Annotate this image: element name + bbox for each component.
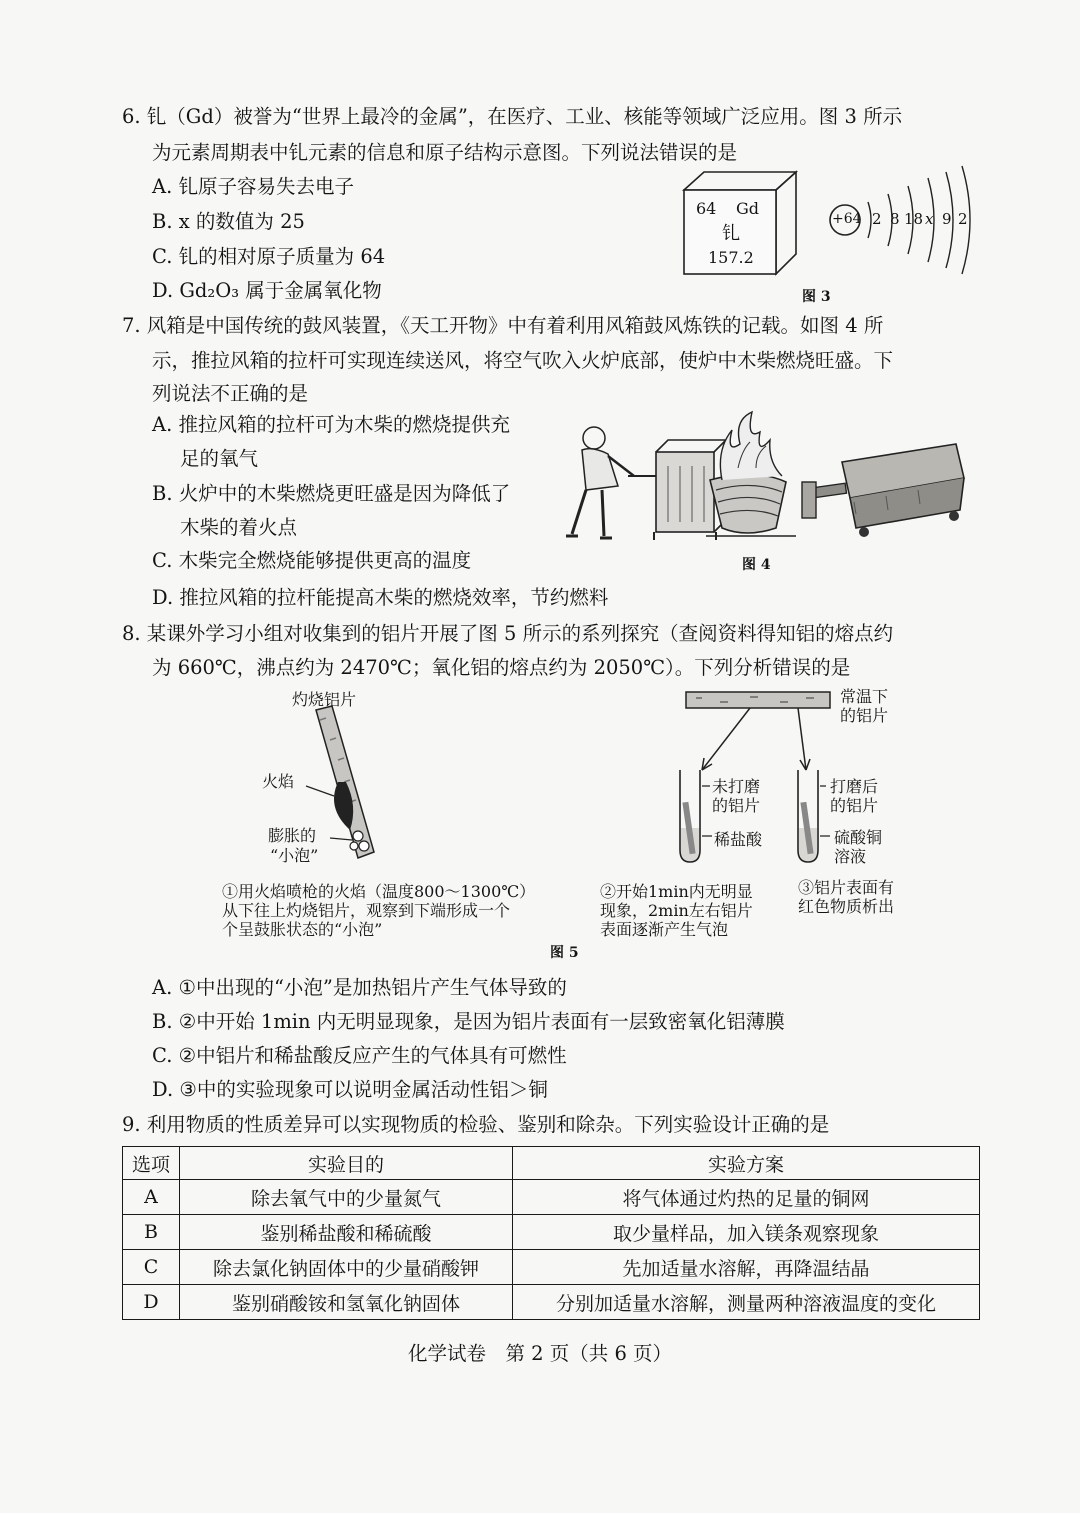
unpolished-label-1: 未打磨 <box>712 777 761 796</box>
q8-stem-line1: 8. 某课外学习小组对收集到的铝片开展了图 5 所示的系列探究（查阅资料得知铝的熔点约 <box>122 622 894 645</box>
q7-option-c: C. 木柴完全燃烧能够提供更高的温度 <box>152 549 472 572</box>
row-a-plan: 将气体通过灼热的足量的铜网 <box>513 1180 980 1215</box>
header-purpose: 实验目的 <box>180 1147 513 1180</box>
q8-stem-line2: 为 660℃，沸点约为 2470℃；氧化铝的熔点约为 2050℃）。下列分析错误的是 <box>152 656 851 679</box>
q6-option-c: C. 钆的相对原子质量为 64 <box>152 245 386 268</box>
shell-6: 2 <box>958 210 968 228</box>
q7-option-a-cont: 足的氧气 <box>180 447 259 470</box>
row-b-plan: 取少量样品，加入镁条观察现象 <box>513 1215 980 1250</box>
shell-4: x <box>925 210 934 228</box>
polished-label-1: 打磨后 <box>830 777 879 796</box>
caption-1-line1: ①用火焰喷枪的火焰（温度800～1300℃） <box>222 882 536 901</box>
shell-1: 2 <box>872 210 882 228</box>
figure-3-label: 图 3 <box>802 289 831 305</box>
flame-label: 火焰 <box>262 772 295 791</box>
element-name: 钆 <box>722 223 740 244</box>
q6-option-d: D. Gd₂O₃ 属于金属氧化物 <box>152 279 382 302</box>
q6-stem-line2: 为元素周期表中钆元素的信息和原子结构示意图。下列说法错误的是 <box>152 141 738 164</box>
figure-5-label: 图 5 <box>550 945 579 961</box>
row-a-option: A <box>123 1180 180 1215</box>
atomic-number: 64 <box>696 199 717 218</box>
q7-option-d: D. 推拉风箱的拉杆能提高木柴的燃烧效率，节约燃料 <box>152 586 609 609</box>
q6-option-b: B. x 的数值为 25 <box>152 210 305 233</box>
bubble-label-1: 膨胀的 <box>268 826 317 845</box>
bellows-illustration <box>556 410 976 550</box>
q6-option-a: A. 钆原子容易失去电子 <box>152 175 354 198</box>
q8-option-b: B. ②中开始 1min 内无明显现象，是因为铝片表面有一层致密氧化铝薄膜 <box>152 1010 785 1033</box>
row-a-purpose: 除去氧气中的少量氮气 <box>180 1180 513 1215</box>
q7-option-b: B. 火炉中的木柴燃烧更旺盛是因为降低了 <box>152 482 511 505</box>
q9-answer-table <box>122 1146 980 1320</box>
row-b-option: B <box>123 1215 180 1250</box>
figure-4-label: 图 4 <box>742 557 771 573</box>
shell-2: 8 <box>890 210 900 228</box>
atomic-mass: 157.2 <box>708 248 754 267</box>
polished-label-2: 的铝片 <box>830 796 879 815</box>
caption-2-line2: 现象，2min左右铝片 <box>600 901 753 920</box>
q7-option-b-cont: 木柴的着火点 <box>180 516 298 539</box>
table-header-row <box>123 1147 980 1180</box>
q7-stem-line2: 示，推拉风箱的拉杆可实现连续送风，将空气吹入火炉底部，使炉中木柴燃烧旺盛。下 <box>152 349 894 372</box>
q6-stem-line1: 6. 钆（Gd）被誉为“世界上最冷的金属”，在医疗、工业、核能等领域广泛应用。图 3 所示 <box>122 105 903 128</box>
header-plan: 实验方案 <box>513 1147 980 1180</box>
table-row <box>123 1180 980 1215</box>
caption-1-line2: 从下往上灼烧铝片，观察到下端形成一个 <box>222 901 511 920</box>
table-row <box>123 1215 980 1250</box>
unpolished-label-2: 的铝片 <box>712 796 761 815</box>
q7-stem-line3: 列说法不正确的是 <box>152 382 309 405</box>
q8-option-a: A. ①中出现的“小泡”是加热铝片产生气体导致的 <box>152 976 567 999</box>
shell-5: 9 <box>942 210 952 228</box>
caption-3-line2: 红色物质析出 <box>798 897 895 916</box>
q8-option-d: D. ③中的实验现象可以说明金属活动性铝＞铜 <box>152 1078 548 1101</box>
q8-option-c: C. ②中铝片和稀盐酸反应产生的气体具有可燃性 <box>152 1044 567 1067</box>
caption-2-line1: ②开始1min内无明显 <box>600 882 753 901</box>
caption-1-line3: 个呈鼓胀状态的“小泡” <box>222 920 383 939</box>
acid-label: 稀盐酸 <box>714 830 763 849</box>
row-c-plan: 先加适量水溶解，再降温结晶 <box>513 1250 980 1285</box>
page-footer: 化学试卷 第 2 页（共 6 页） <box>407 1342 673 1365</box>
room-temp-label-2: 的铝片 <box>840 706 889 725</box>
element-symbol: Gd <box>736 199 760 218</box>
burn-strip-label: 灼烧铝片 <box>292 690 357 709</box>
row-d-purpose: 鉴别硝酸铵和氢氧化钠固体 <box>180 1285 513 1320</box>
shell-3: 18 <box>904 210 924 228</box>
row-d-plan: 分别加适量水溶解，测量两种溶液温度的变化 <box>513 1285 980 1320</box>
q7-option-a: A. 推拉风箱的拉杆可为木柴的燃烧提供充 <box>152 413 510 436</box>
table-row <box>123 1250 980 1285</box>
row-d-option: D <box>123 1285 180 1320</box>
room-temp-label-1: 常温下 <box>840 687 889 706</box>
q9-stem: 9. 利用物质的性质差异可以实现物质的检验、鉴别和除杂。下列实验设计正确的是 <box>122 1113 830 1136</box>
caption-3-line1: ③铝片表面有 <box>798 878 895 897</box>
row-c-purpose: 除去氯化钠固体中的少量硝酸钾 <box>180 1250 513 1285</box>
row-c-option: C <box>123 1250 180 1285</box>
cuso4-label-2: 溶液 <box>834 847 867 866</box>
caption-2-line3: 表面逐渐产生气泡 <box>600 920 729 939</box>
cuso4-label-1: 硫酸铜 <box>834 828 883 847</box>
table-row <box>123 1285 980 1320</box>
nucleus-charge: +64 <box>832 211 862 227</box>
q7-stem-line1: 7. 风箱是中国传统的鼓风装置，《天工开物》中有着利用风箱鼓风炼铁的记载。如图 4 所 <box>122 314 884 337</box>
row-b-purpose: 鉴别稀盐酸和稀硫酸 <box>180 1215 513 1250</box>
header-option: 选项 <box>123 1147 180 1180</box>
bubble-label-2: “小泡” <box>270 846 319 865</box>
